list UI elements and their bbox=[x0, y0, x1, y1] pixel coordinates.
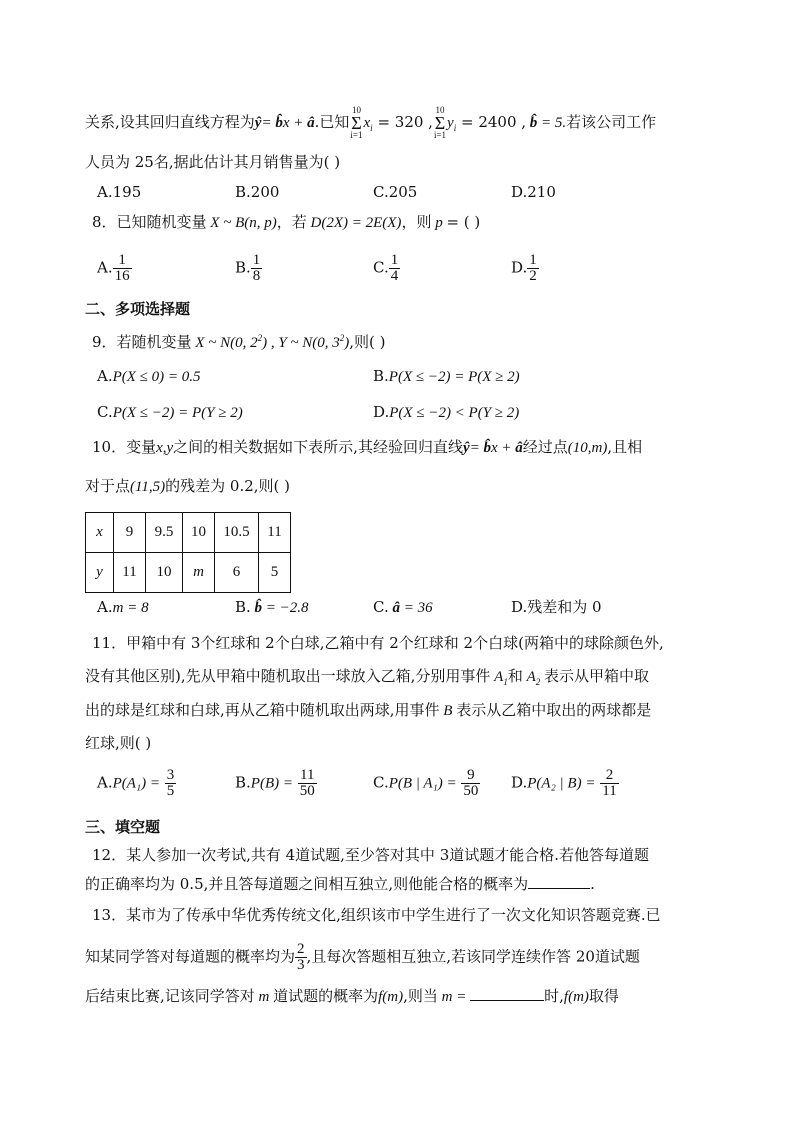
q13-text-g: 取得 bbox=[588, 987, 619, 1005]
q7-sum-y: 10 Σ i=1 bbox=[433, 105, 447, 140]
q11-text-b: 和 bbox=[507, 667, 523, 685]
q7-text-a: 关系,设其回归直线方程为 bbox=[85, 113, 255, 131]
q8-text-d: = ( ) bbox=[446, 213, 481, 231]
q11-option-a: A.P(A₁) = $\frac{3}{5}$ bbox=[97, 767, 175, 799]
section-fill-blank-title: 三、填空题 bbox=[85, 818, 161, 836]
q9-option-b: B.P(X ≤ −2) = P(X ≥ 2) bbox=[373, 367, 520, 385]
q11-line4: 红球,则( ) bbox=[85, 734, 152, 752]
q10-option-b: B. b̂ = −2.8 bbox=[235, 598, 309, 616]
q7-option-b: B.200 bbox=[235, 183, 280, 201]
q8-text-b: ，若 bbox=[276, 213, 307, 231]
q13-line3: 后结束比赛,记该同学答对 m 道试题的概率为f(m),则当 m = 时,f(m)取得 bbox=[85, 987, 619, 1005]
q9-text-b: ,则( ) bbox=[349, 333, 386, 351]
q7-text-c: 若该公司工作 bbox=[566, 113, 657, 131]
q10-point: (10,m) bbox=[567, 440, 608, 456]
q12-text-b: . bbox=[590, 875, 595, 893]
q9-text-a: 9．若随机变量 bbox=[92, 333, 192, 351]
q8-p: p bbox=[431, 215, 447, 231]
q13-text-e: ,则当 bbox=[403, 987, 438, 1005]
q7-line1: 关系,设其回归直线方程为ŷ= b̂x + â.已知 10 Σ i=1 $x_i = 320$ , 10 Σ i=1 $y_i = 2400$ , b̂ = 5.若该公司工作 bbox=[85, 105, 657, 140]
q9-option-a: A.P(X ≤ 0) = 0.5 bbox=[97, 367, 201, 385]
q11-text-d: 出的球是红球和白球,再从乙箱中随机取出两球,用事件 bbox=[85, 701, 440, 719]
q10-text-d: ,且相 bbox=[607, 438, 643, 456]
q13-text-c: 后结束比赛,记该同学答对 bbox=[85, 987, 255, 1005]
q11-text-c: 表示从甲箱中取 bbox=[544, 667, 650, 685]
q10-vars: x,y bbox=[156, 440, 174, 456]
q11-text-a: 没有其他区别),先从甲箱中随机取出一球放入乙箱,分别用事件 bbox=[85, 667, 491, 685]
q11-text-e: 表示从乙箱中取出的两球都是 bbox=[456, 701, 652, 719]
q12-text-a: 的正确率均为 0.5,并且答每道题之间相互独立,则他能合格的概率为 bbox=[85, 875, 529, 893]
table-cell: 6 bbox=[215, 553, 259, 593]
q13-text-b: ,且每次答题相互独立,若该同学连续作答 20道试题 bbox=[306, 947, 640, 966]
q13-text-a: 知某同学答对每道题的概率均为 bbox=[85, 947, 296, 966]
q11-option-c: C.P(B | A₁) = $\frac{9}{50}$ bbox=[373, 767, 479, 799]
q9-option-d: D.P(X ≤ −2) < P(Y ≥ 2) bbox=[373, 403, 520, 421]
q7-regression-eq: ŷ= b̂x + â bbox=[254, 115, 315, 131]
q10-text-f: 的残差为 0.2,则( ) bbox=[165, 477, 291, 495]
q10-option-a: A.m = 8 bbox=[97, 598, 149, 616]
q13-fm: f(m) bbox=[378, 989, 404, 1005]
q9-stem bbox=[92, 328, 386, 353]
table-cell: 9 bbox=[114, 513, 146, 553]
q7-dot: . bbox=[314, 113, 320, 131]
q11-option-b: B.P(B) = $\frac{11}{50}$ bbox=[235, 767, 315, 799]
q10-text-e: 对于点 bbox=[85, 477, 131, 495]
q10-stem-line2 bbox=[85, 476, 290, 497]
q10-option-d: D.残差和为 0 bbox=[511, 598, 602, 616]
table-cell: 10 bbox=[183, 513, 215, 553]
q7-option-d: D.210 bbox=[511, 183, 556, 201]
q13-probability: $\frac{2}{3}$ bbox=[297, 941, 305, 973]
q8-stem bbox=[92, 212, 480, 233]
q8-text-a: 8．已知随机变量 bbox=[92, 213, 207, 231]
q7-sum-x: 10 Σ i=1 bbox=[350, 105, 363, 140]
table-cell: 11 bbox=[259, 513, 291, 553]
q10-text-a: 10．变量 bbox=[92, 438, 157, 456]
q10-text-b: 之间的相关数据如下表所示,其经验回归直线 bbox=[173, 438, 463, 456]
q7-sum-y-val: = 2400 , bbox=[456, 113, 527, 131]
q7-text-b: 已知 bbox=[319, 113, 350, 131]
q9-dist: X ~ N(0, $2^2$) , Y ~ N(0, $3^2$) bbox=[191, 333, 350, 351]
table-row bbox=[86, 513, 291, 553]
q10-regression-eq: ŷ= b̂x + â bbox=[462, 440, 523, 456]
q8-option-a: A. $\frac{1}{16}$ bbox=[97, 252, 130, 284]
q13-line1: 13．某市为了传承中华优秀传统文化,组织该市中学生进行了一次文化知识答题竞赛.已 bbox=[92, 906, 661, 924]
q7-option-a: A.195 bbox=[97, 183, 142, 201]
q8-dist: X ~ B(n, p) bbox=[206, 215, 277, 231]
q8-option-c: C. $\frac{1}{4}$ bbox=[373, 252, 399, 284]
q7-option-c: C.205 bbox=[373, 183, 418, 201]
q8-text-c: ，则 bbox=[401, 213, 432, 231]
table-cell: 9.5 bbox=[146, 513, 183, 553]
table-cell: 5 bbox=[259, 553, 291, 593]
q13-line2 bbox=[85, 942, 640, 973]
q12-answer-blank[interactable] bbox=[528, 874, 590, 889]
q11-line3: 出的球是红球和白球,再从乙箱中随机取出两球,用事件 B 表示从乙箱中取出的两球都是 bbox=[85, 701, 652, 719]
q13-text-d: 道试题的概率为 bbox=[273, 987, 379, 1005]
q13-fm-2: f(m) bbox=[563, 989, 589, 1005]
q10-data-table bbox=[85, 512, 291, 593]
q9-option-c: C.P(X ≤ −2) = P(Y ≥ 2) bbox=[97, 403, 243, 421]
table-cell: m bbox=[183, 553, 215, 593]
q7-bhat: b̂ = 5. bbox=[529, 115, 567, 131]
q13-answer-blank[interactable] bbox=[470, 986, 544, 1001]
q10-point2: (11,5) bbox=[130, 479, 166, 495]
q10-text-c: 经过点 bbox=[522, 438, 568, 456]
table-cell: 10.5 bbox=[215, 513, 259, 553]
q8-option-d: D. $\frac{1}{2}$ bbox=[511, 252, 537, 284]
q10-stem-line1 bbox=[92, 437, 642, 458]
table-row bbox=[86, 553, 291, 593]
q11-option-d: D.P(A₂ | B) = $\frac{2}{11}$ bbox=[511, 767, 617, 799]
section-multiple-choice-title: 二、多项选择题 bbox=[85, 300, 191, 318]
q10-option-c: C. â = 36 bbox=[373, 598, 433, 616]
table-cell: y bbox=[86, 553, 114, 593]
q11-line1: 11．甲箱中有 3个红球和 2个白球,乙箱中有 2个红球和 2个白球(两箱中的球除颜色外, bbox=[92, 634, 664, 652]
q13-text-f: 时, bbox=[544, 987, 564, 1005]
q11-line2: 没有其他区别),先从甲箱中随机取出一球放入乙箱,分别用事件 $A_1$和 $A_2$ 表示从甲箱中取 bbox=[85, 667, 650, 687]
table-cell: 10 bbox=[146, 553, 183, 593]
q8-cond: D(2X) = 2E(X) bbox=[306, 215, 402, 231]
table-cell: x bbox=[86, 513, 114, 553]
q8-option-b: B. $\frac{1}{8}$ bbox=[235, 252, 261, 284]
q12-line2 bbox=[85, 874, 595, 894]
q12-line1: 12．某人参加一次考试,共有 4道试题,至少答对其中 3道试题才能合格.若他答每道题 bbox=[92, 846, 650, 864]
q7-line2: 人员为 25名,据此估计其月销售量为( ) bbox=[85, 153, 341, 171]
q7-sum-x-val: = 320 , bbox=[372, 113, 433, 131]
table-cell: 11 bbox=[114, 553, 146, 593]
